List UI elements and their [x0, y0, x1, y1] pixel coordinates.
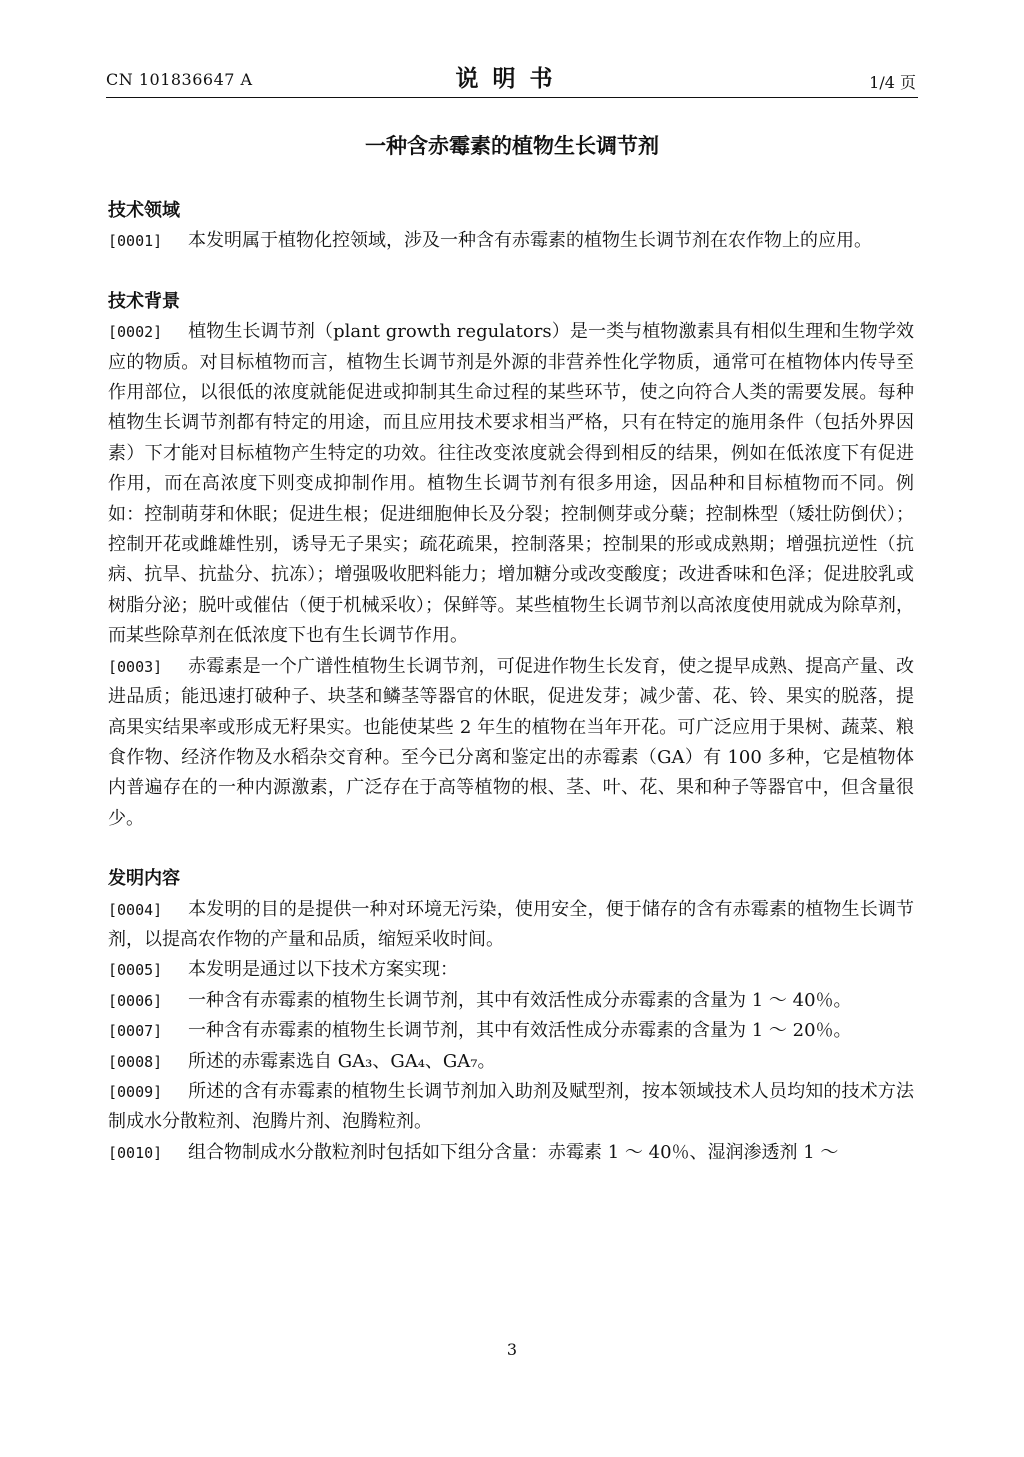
- section-heading: 技术背景: [108, 290, 180, 312]
- paragraph: [108, 955, 914, 985]
- paragraph-number: [0006]: [108, 991, 163, 1010]
- header-divider: [106, 97, 918, 98]
- paragraph: [108, 317, 914, 651]
- paragraph-text: 一种含有赤霉素的植物生长调节剂，其中有效活性成分赤霉素的含量为 1 ～ 20％。: [188, 1020, 852, 1042]
- paragraph-text: 所述的赤霉素选自 GA₃、GA₄、GA₇。: [188, 1050, 496, 1072]
- paragraph-number: [0007]: [108, 1022, 163, 1041]
- document-type: 说明书: [455, 65, 567, 92]
- paragraph: [108, 1047, 914, 1077]
- page-header: [106, 60, 916, 100]
- paragraph-text: 本发明的目的是提供一种对环境无污染，使用安全，便于储存的含有赤霉素的植物生长调节剂，以提高农作物的产量和品质，缩短采收时间。: [108, 898, 914, 950]
- paragraph-text: 本发明属于植物化控领域，涉及一种含有赤霉素的植物生长调节剂在农作物上的应用。: [188, 230, 872, 252]
- document-body: [108, 196, 914, 1168]
- paragraph-number: [0008]: [108, 1052, 163, 1071]
- paragraph-text: 一种含有赤霉素的植物生长调节剂，其中有效活性成分赤霉素的含量为 1 ～ 40％。: [188, 989, 852, 1011]
- paragraph-number: [0001]: [108, 232, 163, 251]
- section-heading: 发明内容: [108, 868, 180, 890]
- paragraph-text: 组合物制成水分散粒剂时包括如下组分含量：赤霉素 1 ～ 40％、湿润渗透剂 1 ～: [188, 1141, 839, 1163]
- paragraph-text: 植物生长调节剂（plant growth regulators）是一类与植物激素具有相似生理和生物学效应的物质。对目标植物而言，植物生长调节剂是外源的非营养性化学物质，通常可在植物体内传导至作用部位，以很低的浓度就能促进或抑制其生命过程的某些环节，使之向符合人类的需要发展。每种植物生长调节剂都有特定的用途，而且应用技术要求相当严格，只有在特定的施用条件（包括外界因素）下才能对目标植物产生特定的功效。往往改变浓度就会得到相反的结果，例如在低浓度下有促进作用，而在高浓度下则变成抑制作用。植物生长调节剂有很多用途，因品种和目标植物而不同。例如：控制萌芽和休眠；促进生根；促进细胞伸长及分裂；控制侧芽或分蘖；控制株型（矮壮防倒伏）；控制开花或雌雄性别，诱导无子果实；疏花疏果，控制落果；控制果的形或成熟期；增强抗逆性（抗病、抗旱、抗盐分、抗冻）；增强吸收肥料能力；增加糖分或改变酸度；改进香味和色泽；促进胶乳或树脂分泌；脱叶或催估（便于机械采收）；保鲜等。某些植物生长调节剂以高浓度使用就成为除草剂，而某些除草剂在低浓度下也有生长调节作用。: [108, 321, 914, 647]
- paragraph-number: [0010]: [108, 1143, 163, 1162]
- paragraph: [108, 986, 914, 1016]
- page-indicator: 1/4 页: [869, 73, 916, 92]
- paragraph-number: [0003]: [108, 657, 163, 676]
- paragraph-number: [0004]: [108, 900, 163, 919]
- paragraph-number: [0009]: [108, 1082, 163, 1101]
- publication-number: CN 101836647 A: [106, 70, 253, 89]
- paragraph-text: 赤霉素是一个广谱性植物生长调节剂，可促进作物生长发育，使之提早成熟、提高产量、改进品质；能迅速打破种子、块茎和鳞茎等器官的休眠，促进发芽；减少蕾、花、铃、果实的脱落，提高果实结果率或形成无籽果实。也能使某些 2 年生的植物在当年开花。可广泛应用于果树、蔬菜、粮食作物、经济作物及水稻杂交育种。至今已分离和鉴定出的赤霉素（GA）有 100 多种，它是植物体内普遍存在的一种内源激素，广泛存在于高等植物的根、茎、叶、花、果和种子等器官中，但含量很少。: [108, 655, 914, 829]
- paragraph: [108, 895, 914, 956]
- paragraph-text: 本发明是通过以下技术方案实现：: [188, 959, 458, 981]
- page-number: 3: [506, 1340, 518, 1359]
- document-title: 一种含赤霉素的植物生长调节剂: [365, 134, 659, 158]
- paragraph: [108, 652, 914, 834]
- paragraph-number: [0005]: [108, 961, 163, 980]
- paragraph-text: 所述的含有赤霉素的植物生长调节剂加入助剂及赋型剂，按本领域技术人员均知的技术方法制成水分散粒剂、泡腾片剂、泡腾粒剂。: [108, 1080, 914, 1133]
- section-heading: 技术领域: [108, 200, 180, 221]
- paragraph: [108, 226, 914, 256]
- paragraph: [108, 1016, 914, 1046]
- paragraph: [108, 1138, 914, 1168]
- paragraph: [108, 1077, 914, 1138]
- paragraph-number: [0002]: [108, 323, 163, 342]
